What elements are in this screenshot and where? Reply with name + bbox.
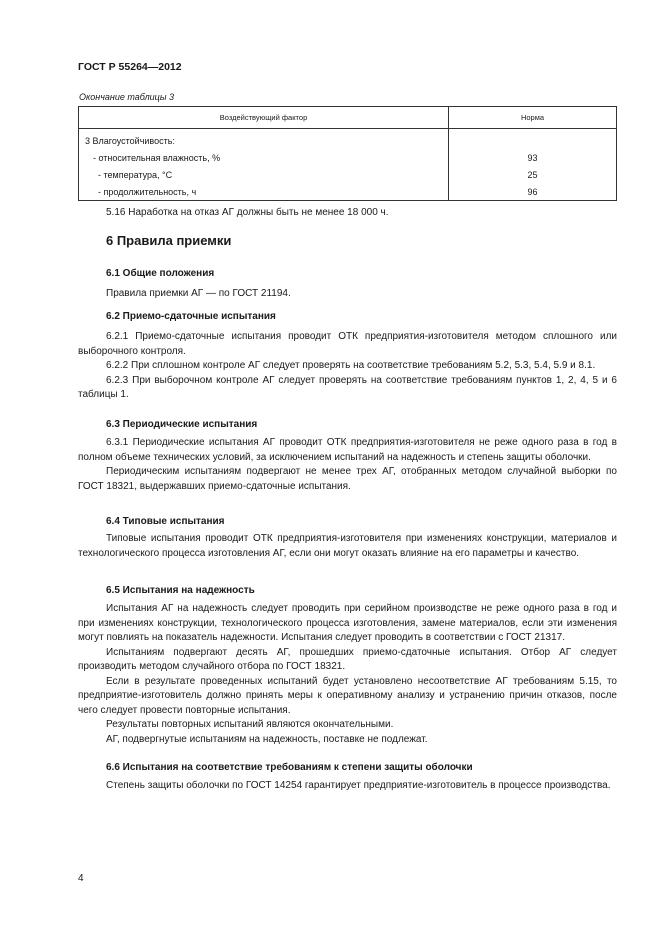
section-6-5-body [78,602,617,747]
table-row [79,129,617,150]
paragraph-6-5-3: Если в результате проведенных испытаний будет установлено несоответствие АГ требованиям 5.15, то предприятие-изготовитель должно принять меры к оперативному анализу и устранению причин отказов, после чего следует провести повторные испытания. [78,675,617,716]
section-6-6-title: 6.6 Испытания на соответствие требованиям к степени защиты оболочки [106,762,473,773]
table-3 [78,106,617,201]
paragraph-6-2-2: 6.2.2 При сплошном контроле АГ следует проверять на соответствие требованиям 5.2, 5.3, 5.4, 5.9 и 8.1. [106,360,596,371]
table-cell-norm [449,129,617,150]
column-header-norm: Норма [449,107,617,129]
paragraph-6-3-2: Периодическим испытаниям подвергают не менее трех АГ, отобранных методом случайной выборки по ГОСТ 18321, выдержавших приемо-сдаточные испытания. [78,466,617,492]
table-header-row [79,107,617,129]
paragraph-6-5-5: АГ, подвергнутые испытаниям на надежность, поставке не подлежат. [106,733,428,745]
paragraph-6-2-1: 6.2.1 Приемо-сдаточные испытания проводит ОТК предприятия-изготовителя методом сплошного или выборочного контроля. [78,331,617,357]
table-cell-factor: 3 Влагоустойчивость: [79,129,449,150]
table-cell-factor: - продолжительность, ч [79,183,449,201]
document-header: ГОСТ Р 55264—2012 [78,61,182,73]
section-6-1-text: Правила приемки АГ — по ГОСТ 21194. [106,288,291,299]
section-6-2-body [78,330,617,403]
section-6-3-title: 6.3 Периодические испытания [106,419,258,430]
table-cell-norm: 96 [449,183,617,201]
section-6-title: 6 Правила приемки [106,233,232,248]
section-6-4-body [78,532,617,561]
table-cell-norm: 93 [449,149,617,166]
table-row [79,183,617,201]
section-6-6-body [78,779,617,794]
table-row [79,149,617,166]
section-6-2-title: 6.2 Приемо-сдаточные испытания [106,311,276,322]
section-6-4-title: 6.4 Типовые испытания [106,516,225,527]
table-cell-factor: - относительная влажность, % [79,149,449,166]
paragraph-6-5-4: Результаты повторных испытаний являются окончательными. [106,719,394,730]
section-6-3-body [78,436,617,494]
paragraph-6-5-2: Испытаниям подвергают десять АГ, прошедших приемо-сдаточные испытания. Отбор АГ следует производить методом случайного отбора по ГОСТ 18321. [78,646,617,672]
paragraph-6-3-1: 6.3.1 Периодические испытания АГ проводит ОТК предприятия-изготовителя не реже одного раза в год в полном объеме технических условий, за исключением испытаний на надежность и степень защиты оболочки. [78,437,617,463]
paragraph-5-16: 5.16 Наработка на отказ АГ должны быть не менее 18 000 ч. [106,207,389,218]
table-row [79,166,617,183]
table-cell-factor: - температура, °С [79,166,449,183]
paragraph-6-2-3: 6.2.3 При выборочном контроле АГ следует проверять на соответствие требованиям пунктов 1, 2, 4, 5 и 6 таблицы 1. [78,374,617,400]
table-cell-norm: 25 [449,166,617,183]
paragraph-6-5-1: Испытания АГ на надежность следует проводить при серийном производстве не реже одного раза в год и при изменениях конструкции, технологического процесса изготовления, замене материалов, если эти изменения могут повлиять на показатель надежности. Испытания следует проводить в соответствии с ГОСТ 21317. [78,603,617,643]
paragraph-6-4: Типовые испытания проводит ОТК предприятия-изготовителя при изменениях конструкции, материалов и технологического процесса изготовления АГ, если они могут оказать влияние на его параметры и качество. [78,533,617,559]
paragraph-6-6: Степень защиты оболочки по ГОСТ 14254 гарантирует предприятие-изготовитель в процессе производства. [106,780,611,791]
section-6-5-title: 6.5 Испытания на надежность [106,585,255,596]
page-number: 4 [78,873,84,884]
column-header-factor: Воздействующий фактор [79,107,449,129]
section-6-1-title: 6.1 Общие положения [106,268,215,279]
table-caption: Окончание таблицы 3 [79,92,174,102]
